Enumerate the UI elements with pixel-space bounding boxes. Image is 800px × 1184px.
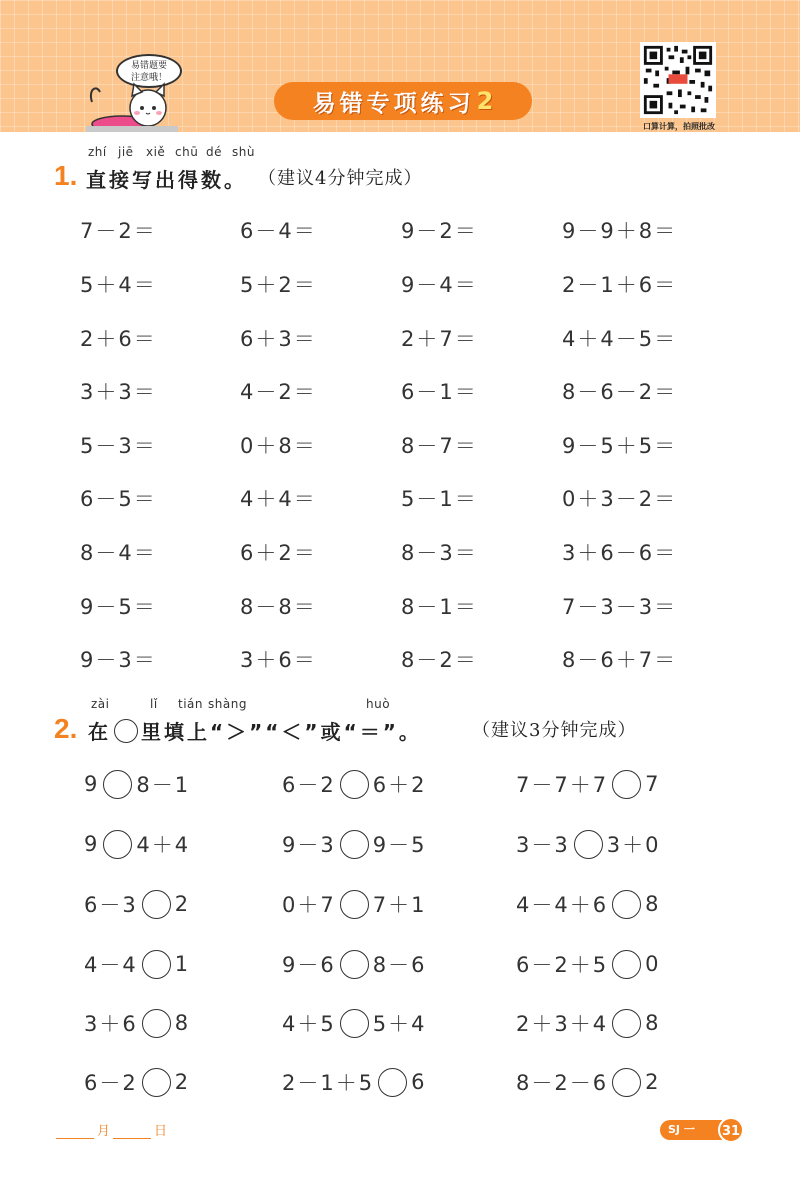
- compare-right: 7＋1: [372, 893, 427, 917]
- answer-circle[interactable]: [340, 890, 369, 919]
- compare-right: 8: [645, 1011, 661, 1035]
- equation-item: 7－3－3＝: [562, 595, 678, 619]
- answer-circle[interactable]: [142, 1009, 171, 1038]
- compare-item: [516, 829, 660, 859]
- compare-left: 3－3: [516, 833, 570, 857]
- equation-item: 0＋3－2＝: [562, 487, 678, 511]
- section2-number: 2.: [54, 713, 78, 744]
- equation-item: 8－4＝: [80, 541, 157, 565]
- equation-item: 3＋6＝: [240, 648, 317, 672]
- compare-right: 1: [174, 952, 191, 976]
- compare-left: 2＋3＋4: [516, 1012, 609, 1036]
- equation-item: 9－3＝: [80, 648, 157, 672]
- section1-pinyin-2: jiē: [118, 145, 134, 159]
- equation-item: 9－4＝: [401, 273, 478, 297]
- compare-left: 0＋7: [282, 893, 336, 917]
- compare-left: 4－4＋6: [516, 893, 609, 917]
- answer-circle[interactable]: [612, 1009, 641, 1038]
- compare-right: 8: [645, 892, 661, 916]
- compare-item: [282, 1067, 426, 1097]
- compare-right: 0: [645, 952, 661, 976]
- month-blank[interactable]: [56, 1125, 94, 1139]
- compare-item: [516, 1008, 660, 1038]
- section1-pinyin-3: xiě: [146, 145, 166, 159]
- day-blank[interactable]: [113, 1125, 151, 1139]
- compare-right: 2: [174, 892, 191, 916]
- compare-right: 5＋4: [372, 1012, 427, 1036]
- equation-item: 6＋2＝: [240, 541, 317, 565]
- compare-right: 2: [645, 1070, 661, 1094]
- section1-hint: （建议4分钟完成）: [258, 168, 423, 189]
- compare-right: 4＋4: [136, 833, 191, 857]
- section2-pinyin-zai: zài: [91, 697, 110, 711]
- answer-circle[interactable]: [340, 950, 369, 979]
- equation-item: 8－6－2＝: [562, 380, 678, 404]
- compare-item: [84, 829, 190, 859]
- equation-item: 2＋6＝: [80, 327, 157, 351]
- compare-right: 8－6: [372, 953, 427, 977]
- section1-pinyin-5: dé: [206, 145, 222, 159]
- compare-item: [516, 769, 660, 799]
- compare-item: [84, 769, 190, 799]
- equation-item: 8－6＋7＝: [562, 648, 678, 672]
- cat-mascot-icon: [86, 80, 178, 132]
- equation-item: 9－5＋5＝: [562, 434, 678, 458]
- equation-item: 8－7＝: [401, 434, 478, 458]
- answer-circle[interactable]: [612, 1068, 641, 1097]
- equation-item: 6－5＝: [80, 487, 157, 511]
- compare-item: [282, 889, 426, 919]
- equation-item: 0＋8＝: [240, 434, 317, 458]
- compare-left: 6－3: [84, 893, 138, 917]
- section2-pinyin-shang: shàng: [208, 697, 247, 711]
- compare-item: [84, 1067, 190, 1097]
- section2-pinyin-li: lǐ: [150, 697, 158, 711]
- section1-pinyin-6: shù: [232, 145, 255, 159]
- answer-circle[interactable]: [142, 890, 171, 919]
- answer-circle[interactable]: [142, 950, 171, 979]
- equation-item: 9－2＝: [401, 219, 478, 243]
- answer-circle[interactable]: [340, 770, 369, 799]
- compare-left: 9－3: [282, 833, 336, 857]
- equation-item: 3＋3＝: [80, 380, 157, 404]
- qr-caption: 口算计算，拍照批改: [643, 122, 715, 131]
- bubble-line-2: 注意哦！: [130, 73, 167, 83]
- equation-item: 7－2＝: [80, 219, 157, 243]
- equation-item: 9－9＋8＝: [562, 219, 678, 243]
- page-header: [0, 0, 800, 132]
- answer-circle[interactable]: [612, 950, 641, 979]
- section1-number: 1.: [54, 160, 78, 191]
- equation-item: 4＋4－5＝: [562, 327, 678, 351]
- section2-title: [88, 716, 422, 745]
- compare-item: [84, 889, 190, 919]
- date-field: [56, 1120, 170, 1139]
- answer-circle[interactable]: [612, 890, 641, 919]
- compare-item: [84, 1008, 190, 1038]
- qr-code-icon[interactable]: [640, 42, 716, 118]
- section2-pinyin-huo: huò: [366, 697, 391, 711]
- compare-item: [282, 1008, 426, 1038]
- section2-title-post: 里填上“＞”“＜”或“＝”。: [141, 720, 422, 744]
- compare-item: [282, 769, 426, 799]
- compare-left: 2－1＋5: [282, 1071, 375, 1095]
- answer-circle[interactable]: [103, 770, 132, 799]
- equation-item: 5－3＝: [80, 434, 157, 458]
- equation-item: 2＋7＝: [401, 327, 478, 351]
- answer-circle[interactable]: [574, 830, 603, 859]
- equation-item: 5＋4＝: [80, 273, 157, 297]
- compare-right: 6＋2: [372, 773, 427, 797]
- answer-circle[interactable]: [142, 1068, 171, 1097]
- answer-circle[interactable]: [612, 770, 641, 799]
- compare-right: 9－5: [372, 833, 427, 857]
- compare-left: 9－6: [282, 953, 336, 977]
- equation-item: 6－4＝: [240, 219, 317, 243]
- answer-circle[interactable]: [103, 830, 132, 859]
- compare-right: 8－1: [136, 773, 191, 797]
- compare-left: 8－2－6: [516, 1071, 609, 1095]
- compare-left: 9: [84, 832, 100, 856]
- month-label: 月: [97, 1124, 111, 1139]
- compare-right: 6: [411, 1070, 427, 1094]
- section2-title-pre: 在: [88, 720, 111, 744]
- compare-item: [282, 949, 426, 979]
- compare-item: [516, 889, 660, 919]
- compare-left: 6－2: [84, 1071, 138, 1095]
- equation-item: 8－8＝: [240, 595, 317, 619]
- equation-item: 8－2＝: [401, 648, 478, 672]
- equation-item: 8－1＝: [401, 595, 478, 619]
- section1-title: 直接写出得数。: [86, 168, 247, 192]
- equation-item: 4－2＝: [240, 380, 317, 404]
- compare-right: 3＋0: [606, 833, 661, 857]
- section1-pinyin-4: chū: [175, 145, 199, 159]
- answer-circle[interactable]: [340, 830, 369, 859]
- compare-left: 7－7＋7: [516, 773, 609, 797]
- section2-pinyin-tian: tián: [178, 697, 203, 711]
- equation-item: 6－1＝: [401, 380, 478, 404]
- equation-item: 8－3＝: [401, 541, 478, 565]
- equation-item: 4＋4＝: [240, 487, 317, 511]
- answer-circle[interactable]: [378, 1068, 407, 1097]
- section2-hint: （建议3分钟完成）: [472, 720, 637, 741]
- blank-circle-icon: [114, 719, 138, 743]
- compare-right: 8: [174, 1011, 191, 1035]
- compare-right: 2: [174, 1070, 191, 1094]
- equation-item: 3＋6－6＝: [562, 541, 678, 565]
- day-label: 日: [154, 1124, 168, 1139]
- compare-item: [84, 949, 190, 979]
- compare-left: 4＋5: [282, 1012, 336, 1036]
- equation-item: 9－5＝: [80, 595, 157, 619]
- exercise-title: [274, 82, 532, 120]
- equation-item: 5＋2＝: [240, 273, 317, 297]
- page-number: 31: [718, 1117, 744, 1143]
- compare-left: 3＋6: [84, 1012, 138, 1036]
- equation-item: 5－1＝: [401, 487, 478, 511]
- title-number: 2: [476, 87, 494, 115]
- equation-item: 2－1＋6＝: [562, 273, 678, 297]
- compare-left: 9: [84, 772, 100, 796]
- compare-left: 4－4: [84, 953, 138, 977]
- compare-item: [282, 829, 426, 859]
- book-badge: SJ 一（上）: [660, 1120, 722, 1140]
- title-text: 易错专项练习: [312, 90, 475, 117]
- answer-circle[interactable]: [340, 1009, 369, 1038]
- bubble-line-1: 易错题要: [130, 61, 167, 71]
- compare-left: 6－2＋5: [516, 953, 609, 977]
- section1-pinyin-1: zhí: [88, 145, 107, 159]
- compare-item: [516, 949, 660, 979]
- compare-right: 7: [645, 772, 661, 796]
- compare-left: 6－2: [282, 773, 336, 797]
- equation-item: 6＋3＝: [240, 327, 317, 351]
- compare-item: [516, 1067, 660, 1097]
